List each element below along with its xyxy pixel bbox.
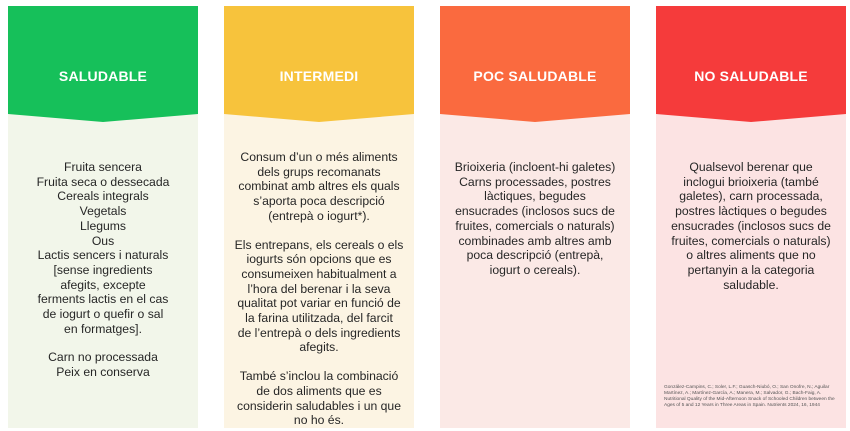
description-line: fruites, comercials o naturals) <box>455 218 615 233</box>
description-line: ensucrades (inclosos sucs de <box>455 204 615 219</box>
category-title: POC SALUDABLE <box>473 68 597 84</box>
description-line: afegits. <box>299 340 339 355</box>
description-line: També s’inclou la combinació <box>239 369 399 384</box>
description-line: s’aporta poca descripció <box>253 194 385 209</box>
description-line: no ho és. <box>293 413 345 428</box>
category-column-no-saludable <box>656 6 846 428</box>
reference-citation: González-Campins, C.; Soler, L.F.; Guasch-Niubó, O.; San Onofre, N.; Aguilar Martínez, A.; Martínez-García, A.; Manera, M.; Salvador, G.; Bach-Faig, A. Nutritional Quality of the Mid-Afternoon Snack of Schooled Children between the Ages of 5 and 12 Years in Three Areas in Spain. Nutrients 2024, 16, 1944 <box>664 385 835 408</box>
description-line: fruites, comercials o naturals) <box>671 233 831 248</box>
description-paragraph <box>232 238 406 356</box>
category-banner <box>656 6 846 122</box>
description-line: Qualsevol berenar que <box>689 160 813 174</box>
description-line: consumeixen habitualment a <box>241 266 397 281</box>
description-paragraph <box>232 369 406 428</box>
category-column-intermedi <box>224 6 414 428</box>
category-column-saludable <box>8 6 198 428</box>
description-paragraph <box>664 160 838 292</box>
category-description <box>448 160 622 278</box>
description-line: considerin saludables i un que <box>237 398 401 413</box>
category-description <box>664 160 838 292</box>
description-line: poca descripció (entrepà, <box>466 248 604 263</box>
banner-shape <box>224 6 414 122</box>
description-line: qualitat pot variar en funció de <box>237 296 401 311</box>
description-line: en formatges]. <box>64 321 142 336</box>
description-line: combinat amb altres els quals <box>238 179 400 194</box>
description-line: galetes), carn processada, <box>679 189 823 204</box>
description-line: Ous <box>91 233 115 248</box>
description-line: Carn no processada <box>48 350 158 365</box>
description-line: iogurts són opcions que es <box>246 252 392 267</box>
description-line: (entrepà o iogurt*). <box>268 208 370 223</box>
banner-shape <box>440 6 630 122</box>
description-line: Fruita sencera <box>64 160 142 174</box>
description-paragraph <box>232 150 406 224</box>
banner-shape <box>656 6 846 122</box>
description-line: inclogui brioixeria (també <box>683 174 819 189</box>
description-line: de l’entrepà o dels ingredients <box>237 325 401 340</box>
banner-shape <box>8 6 198 122</box>
category-banner <box>224 6 414 122</box>
description-line: saludable. <box>723 277 779 292</box>
description-line: Carns processades, postres <box>459 174 611 189</box>
category-column-poc-saludable <box>440 6 630 428</box>
description-line: Brioixeria (incloent-hi galetes) <box>454 160 616 174</box>
description-line: combinades amb altres amb <box>458 233 612 248</box>
description-line: la farina utilitzada, del farcit <box>245 311 393 326</box>
description-line: ferments lactis en el cas <box>37 292 169 307</box>
description-line: afegits, excepte <box>60 277 146 292</box>
description-line: Consum d’un o més aliments <box>240 150 398 164</box>
description-paragraph <box>16 160 190 336</box>
description-line: de iogurt o quefir o sal <box>42 307 164 322</box>
category-banner <box>440 6 630 122</box>
description-line: làctiques, begudes <box>484 189 586 204</box>
description-line: Lactis sencers i naturals <box>37 248 169 263</box>
description-line: pertanyin a la categoria <box>687 262 815 277</box>
description-line: postres làctiques o begudes <box>675 204 827 219</box>
description-paragraph <box>448 160 622 278</box>
description-line: l’hora del berenar i la seva <box>247 281 391 296</box>
category-banner <box>8 6 198 122</box>
category-description <box>16 160 190 380</box>
description-paragraph <box>16 350 190 379</box>
description-line: o altres aliments que no <box>686 248 816 263</box>
description-line: Els entrepans, els cereals o els <box>234 237 404 252</box>
category-title: NO SALUDABLE <box>694 68 808 84</box>
description-line: Fruita seca o dessecada <box>36 174 170 189</box>
description-line: iogurt o cereals). <box>489 262 581 277</box>
category-description <box>232 150 406 428</box>
description-line: ensucrades (inclosos sucs de <box>671 218 831 233</box>
description-line: [sense ingredients <box>53 262 153 277</box>
description-line: Cereals integrals <box>57 189 149 204</box>
category-title: INTERMEDI <box>279 68 359 84</box>
description-line: Llegums <box>79 218 127 233</box>
category-title: SALUDABLE <box>58 68 148 84</box>
description-line: dels grups recomanats <box>257 164 381 179</box>
description-line: de dos aliments que es <box>256 383 382 398</box>
description-line: Peix en conserva <box>56 365 150 380</box>
description-line: Vegetals <box>79 204 127 219</box>
